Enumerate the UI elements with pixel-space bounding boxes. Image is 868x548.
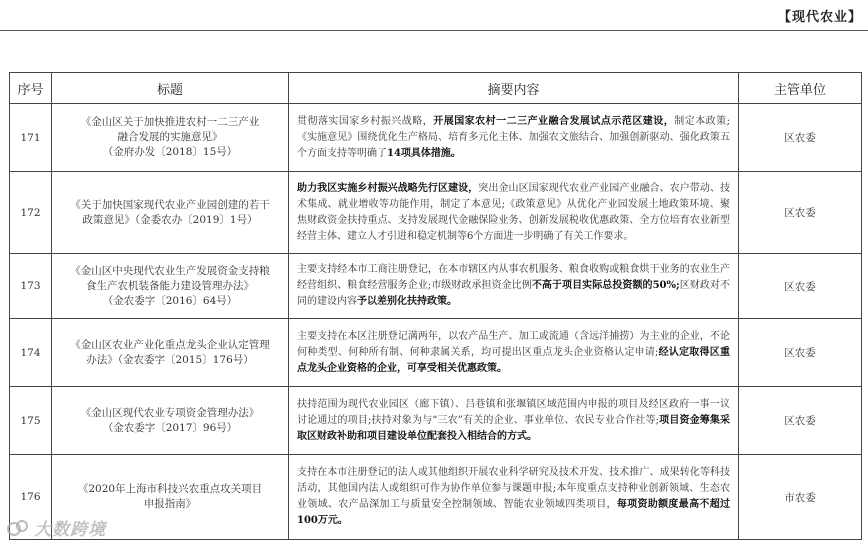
table-row: [10, 319, 862, 387]
row-number: 174: [10, 319, 52, 387]
watermark-logo-icon: [6, 518, 30, 538]
title-line: 办法》（金农委字〔2015〕176号）: [86, 353, 254, 366]
policy-table: [9, 72, 862, 540]
title-line: 《2020年上海市科技兴农重点攻关项目: [77, 483, 263, 495]
table-row: [10, 254, 862, 319]
summary-text: 贯彻落实国家乡村振兴战略，: [297, 115, 434, 127]
row-summary: [289, 172, 739, 254]
title-line: （金农委字〔2016〕64号）: [102, 294, 238, 307]
title-line: 《金山区农业产业化重点龙头企业认定管理: [70, 338, 270, 351]
title-line: 食生产农机装备能力建设管理办法》: [86, 279, 254, 292]
header-summary: 摘要内容: [289, 73, 739, 104]
row-summary: [289, 104, 739, 172]
summary-highlight: 开展国家农村一二三产业融合发展试点示范区建设，: [433, 115, 675, 127]
title-line: 政策意见》（金委农办〔2019〕1号）: [82, 213, 258, 226]
summary-text: 主要支持在本区注册登记满两年，以农产品生产、加工或流通（含远洋捕捞）为主业的企业，不论何种类型、何种所有制、何种隶属关系，均可提出区重点龙头企业资格认定申请;: [297, 330, 730, 358]
title-line: 《金山区现代农业专项资金管理办法》: [80, 406, 260, 419]
summary-text: 主要支持经本市工商注册登记，在本市辖区内从事农机服务、粮食收购或粮食烘干业务的农业生产经营组织、粮食经营服务企业;市级财政承担资金比例: [297, 264, 730, 291]
title-line: 申报指南》: [143, 498, 197, 510]
row-title: [52, 104, 289, 172]
row-unit: 区农委: [739, 387, 862, 455]
summary-text: 制定本政策;《实施意见》围绕优化生产格局、培育多元化主体、加强农文旅结合、加强创新驱动、强化政策五个方面支持等明确了: [297, 115, 731, 159]
row-summary: [289, 387, 739, 455]
summary-highlight: 每项资助额度最高不超过100万元。: [297, 499, 731, 526]
row-title: [52, 172, 289, 254]
row-number: 176: [10, 455, 52, 540]
title-line: 《金山区中央现代农业生产发展资金支持粮: [70, 264, 270, 277]
title-line: 融合发展的实施意见》: [117, 131, 223, 143]
row-unit: 区农委: [739, 319, 862, 387]
watermark: [6, 515, 106, 540]
row-number: 175: [10, 387, 52, 455]
summary-highlight: 14项具体措施。: [387, 147, 461, 159]
table-row: [10, 387, 862, 455]
row-summary: [289, 455, 739, 540]
section-tag: 【现代农业】: [777, 10, 862, 25]
row-number: 172: [10, 172, 52, 254]
summary-highlight: 助力我区实施乡村振兴战略先行区建设，: [297, 182, 479, 194]
table-header-row: [10, 73, 862, 104]
table-row: [10, 172, 862, 254]
title-line: 《金山区关于加快推进农村一二三产业: [80, 116, 260, 128]
row-number: 173: [10, 254, 52, 319]
row-unit: 区农委: [739, 172, 862, 254]
header-rule: [0, 30, 868, 31]
summary-highlight: 项目资金筹集采取区财政补助和项目建设单位配套投入相结合的方式。: [297, 414, 731, 442]
title-line: （金府办发〔2018〕15号）: [102, 146, 238, 158]
summary-text: 支持在本市注册登记的法人或其他组织开展农业科学研究及技术开发、技术推广、成果转化等科技活动，其他国内法人或组织可作为协作单位参与课题申报;本年度重点支持种业创新领域、生态农业领域、农产品深加工与质量安全控制领域、智能农业领域四类项目，: [297, 467, 730, 510]
summary-highlight: 不高于项目实际总投资额的50%;: [531, 280, 680, 291]
title-line: （金农委字〔2017〕96号）: [102, 421, 238, 434]
row-unit: 区农委: [739, 254, 862, 319]
row-unit: 区农委: [739, 104, 862, 172]
row-summary: [289, 254, 739, 319]
row-title: [52, 254, 289, 319]
header-unit: 主管单位: [739, 73, 862, 104]
row-title: [52, 319, 289, 387]
row-title: [52, 387, 289, 455]
summary-highlight: 经认定取得区重点龙头企业资格的企业，可享受相关优惠政策。: [297, 346, 730, 374]
summary-text: 扶持范围为现代农业园区（廊下镇）、吕巷镇和张堰镇区域范围内申报的项目及经区政府一事一议讨论通过的项目;扶持对象为与“三农”有关的企业、事业单位、农民专业合作社等;: [297, 398, 730, 426]
table-row: [10, 104, 862, 172]
summary-text: 突出金山区国家现代农业产业园产业融合、农户带动、技术集成、就业增收等功能作用，制定了本意见;《政策意见》从优化产业园发展土地政策环境、聚焦财政资金扶持重点、支持发展现代金融保险业务、创新发展税收优惠政策、全方位培育农业新型经营主体、建立人才引进和稳定机制等6个方面进一步明确了有关工作要求。: [297, 182, 731, 242]
row-number: 171: [10, 104, 52, 172]
header-num: 序号: [10, 73, 52, 104]
row-summary: [289, 319, 739, 387]
summary-text: 区财政对不同的建设内容: [297, 280, 731, 307]
header-title: 标题: [52, 73, 289, 104]
row-unit: 市农委: [739, 455, 862, 540]
summary-highlight: 予以差别化扶持政策。: [357, 296, 457, 307]
title-line: 《关于加快国家现代农业产业园创建的若干: [70, 198, 270, 211]
table-row: [10, 455, 862, 540]
watermark-text: 大数跨境: [34, 520, 106, 540]
